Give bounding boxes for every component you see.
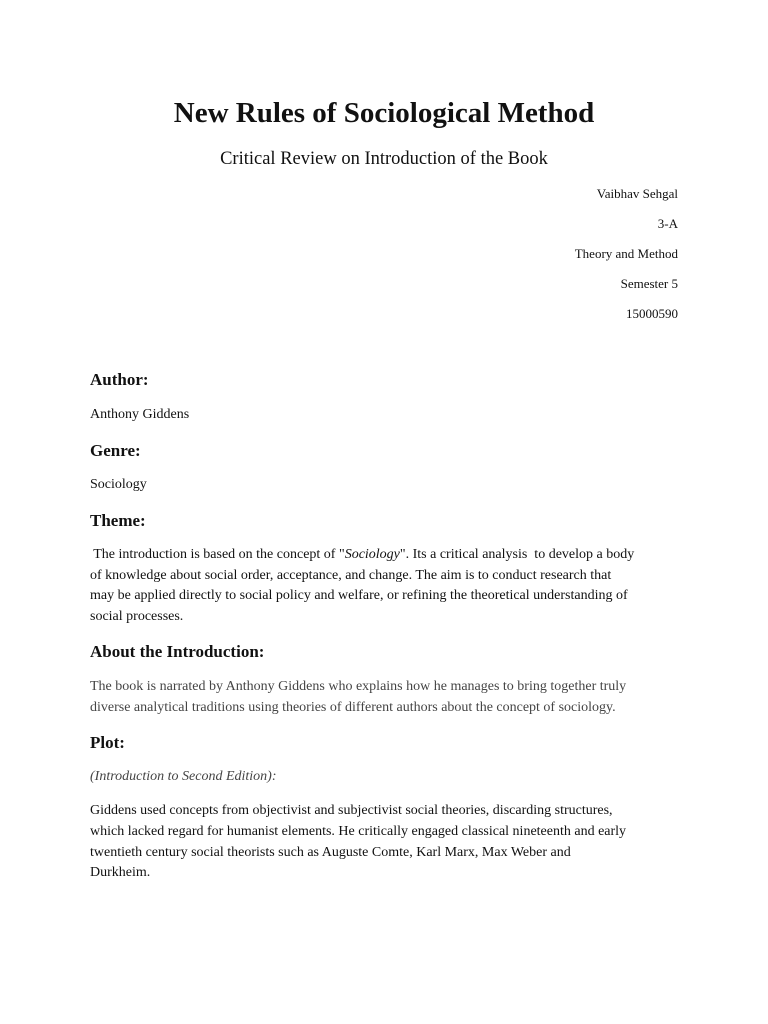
theme-line-1-pre: The introduction is based on the concept of " — [90, 547, 345, 562]
plot-edition-note: (Introduction to Second Edition): — [90, 769, 277, 784]
theme-line-1 — [90, 545, 680, 566]
about-line-1: The book is narrated by Anthony Giddens who explains how he manages to bring together truly — [90, 679, 627, 694]
theme-line-1-post: ". Its a critical analysis to develop a body — [399, 547, 635, 562]
plot-line-4: Durkheim. — [90, 865, 151, 880]
genre-heading: Genre: — [90, 441, 141, 460]
author-text: Anthony Giddens — [90, 407, 190, 422]
author-heading: Author: — [90, 370, 149, 389]
document-subtitle: Critical Review on Introduction of the Book — [220, 149, 548, 169]
theme-line-4: social processes. — [90, 609, 184, 624]
theme-line-3: may be applied directly to social policy and welfare, or refining the theoretical understanding of — [90, 588, 628, 603]
class-section-line: 3-A — [657, 216, 678, 231]
author-name-line: Vaibhav Sehgal — [596, 186, 678, 201]
theme-line-1-em: Sociology — [344, 547, 400, 562]
document-title: New Rules of Sociological Method — [173, 97, 595, 129]
roll-number-line: 15000590 — [626, 306, 678, 321]
course-line: Theory and Method — [574, 246, 678, 261]
plot-line-3: twentieth century social theorists such as Auguste Comte, Karl Marx, Max Weber and — [90, 845, 571, 860]
theme-heading: Theme: — [90, 511, 146, 530]
plot-line-2: which lacked regard for humanist elements. He critically engaged classical nineteenth and early — [90, 824, 627, 839]
genre-text: Sociology — [90, 477, 147, 492]
about-heading: About the Introduction: — [90, 642, 265, 661]
plot-heading: Plot: — [90, 733, 125, 752]
plot-line-1: Giddens used concepts from objectivist and subjectivist social theories, discarding structures, — [90, 803, 613, 818]
author-info-block — [575, 184, 678, 334]
theme-line-2: of knowledge about social order, acceptance, and change. The aim is to conduct research that — [90, 568, 612, 583]
semester-line: Semester 5 — [620, 276, 678, 291]
about-line-2: diverse analytical traditions using theories of different authors about the concept of sociology. — [90, 700, 616, 715]
